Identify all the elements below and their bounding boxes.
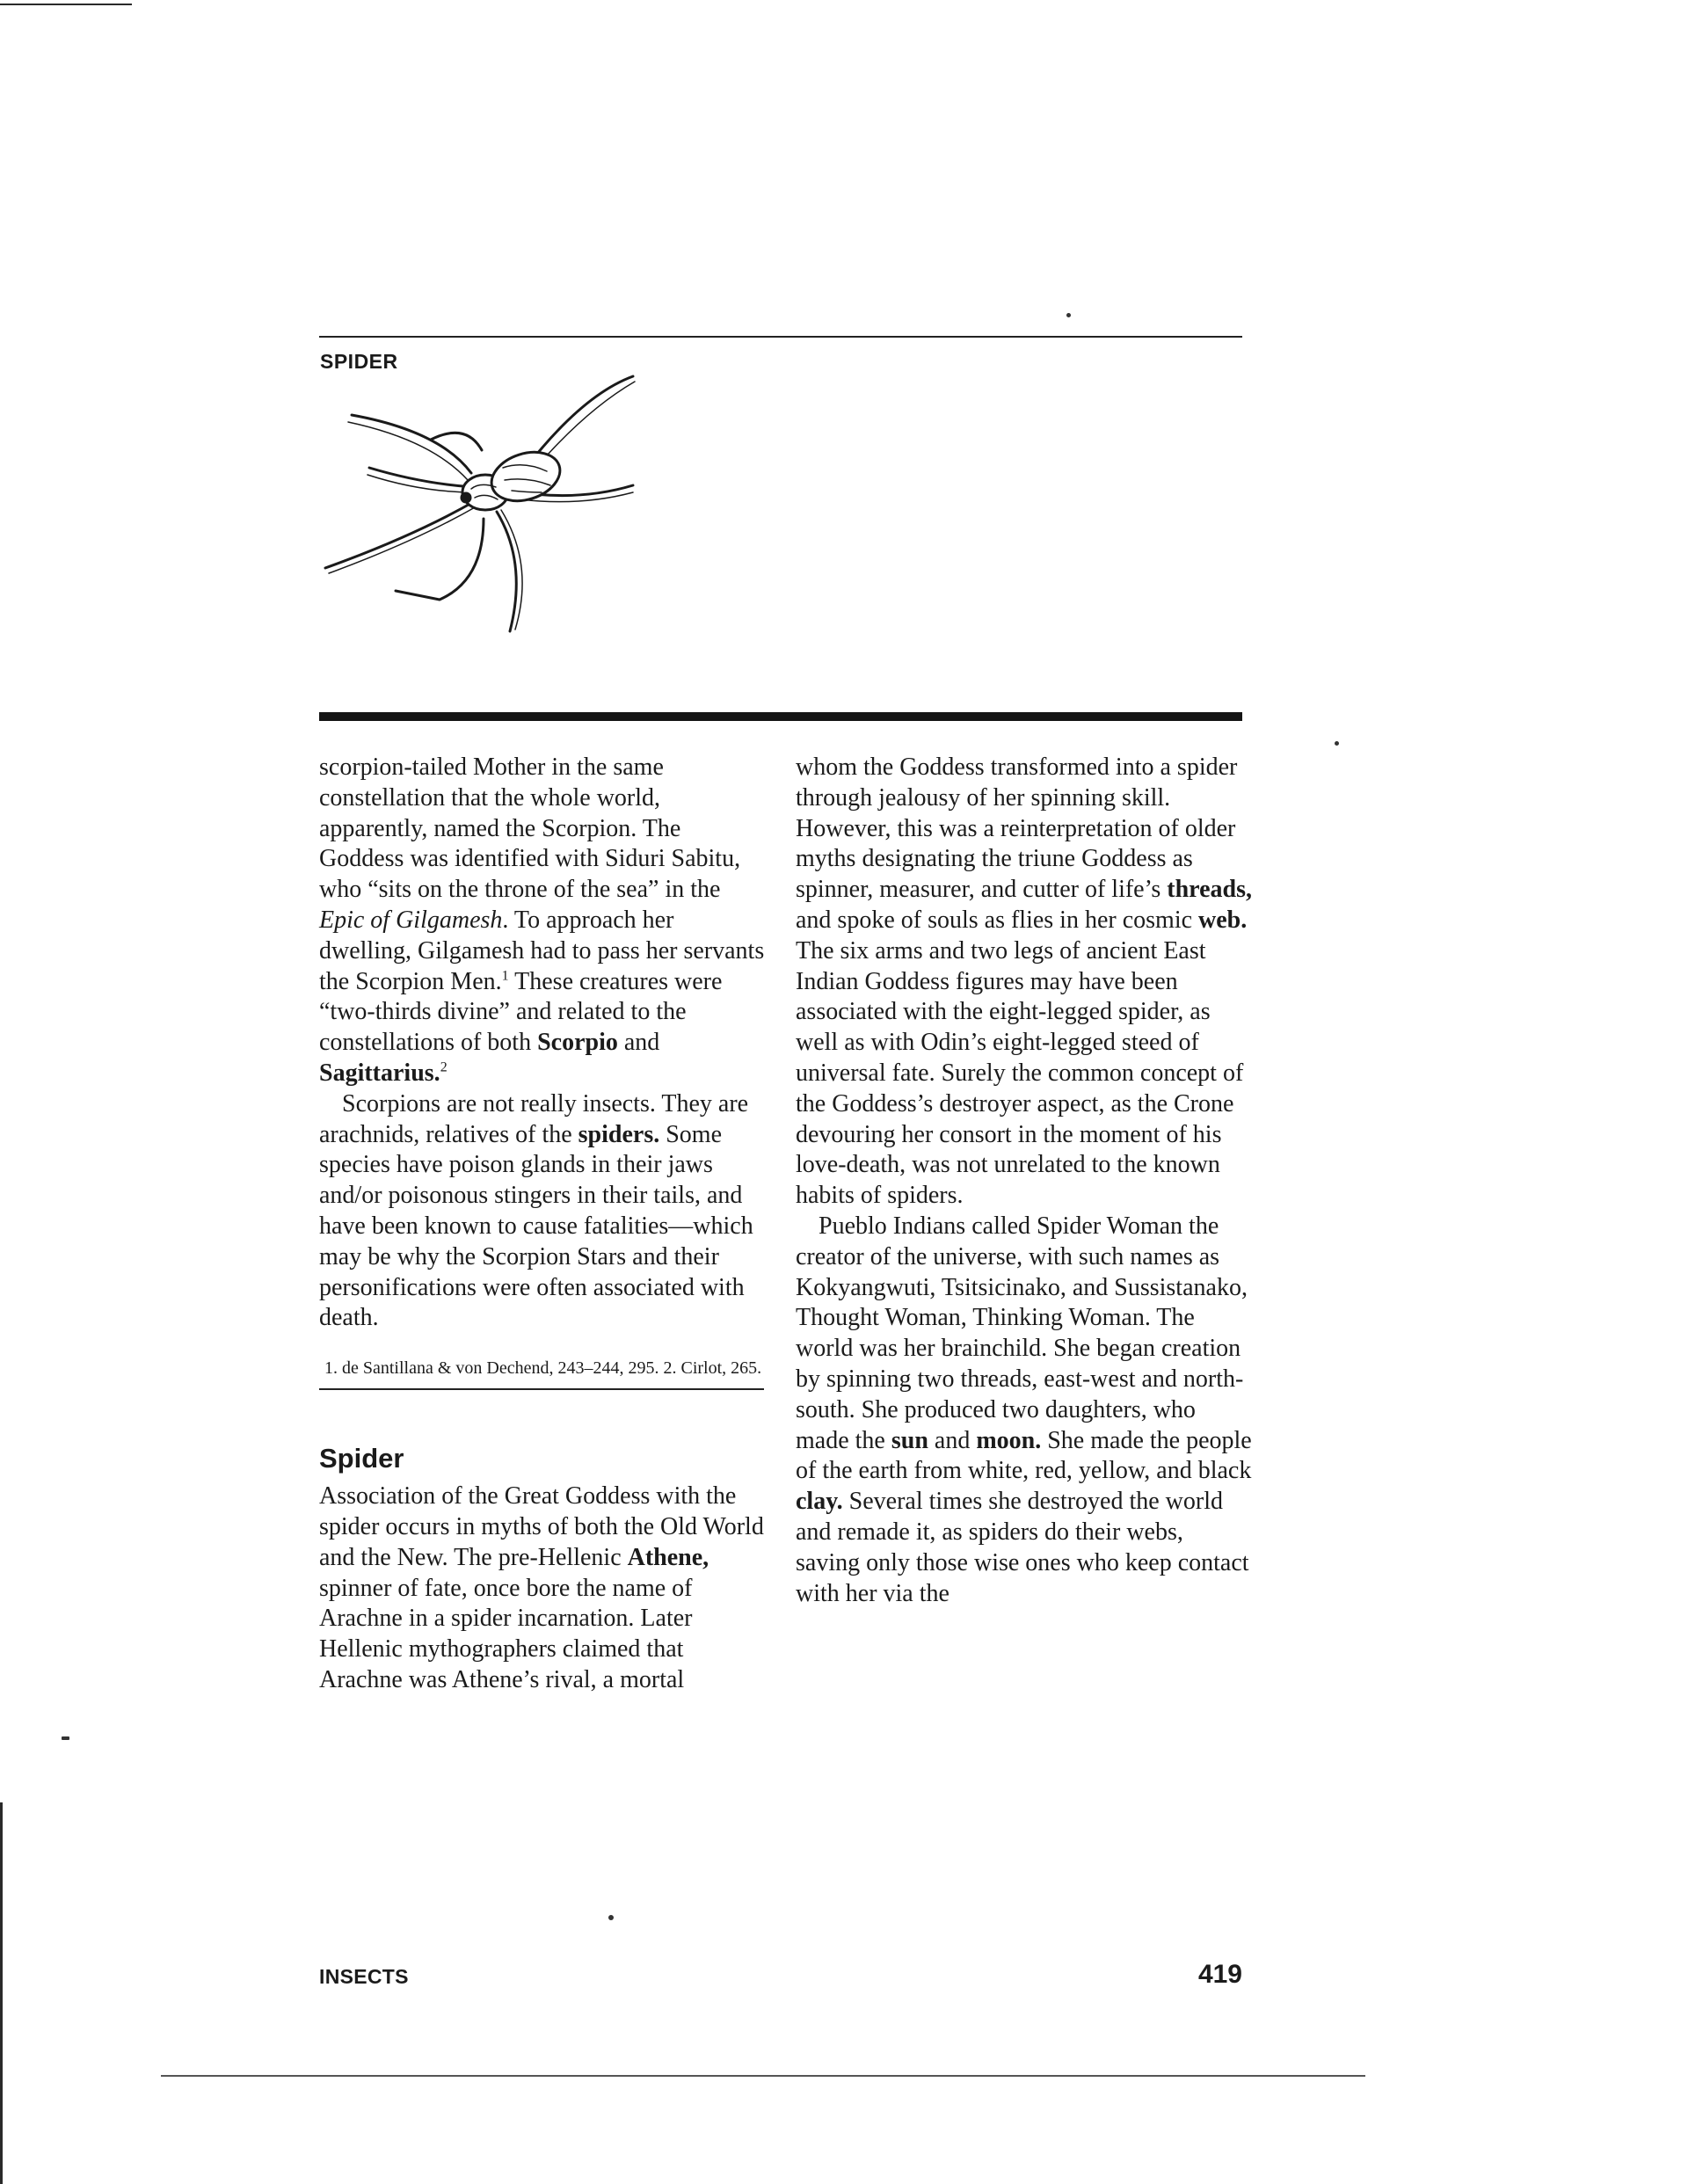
cross-reference: Scorpio xyxy=(537,1029,618,1057)
page-number: 419 xyxy=(1197,1960,1242,1989)
text-run: and spoke of souls as flies in her cosmic xyxy=(796,906,1199,934)
cross-reference: threads, xyxy=(1167,876,1252,904)
paragraph xyxy=(319,753,768,1089)
cross-reference: clay. xyxy=(796,1488,843,1516)
paragraph xyxy=(796,753,1253,1212)
footnote-rule xyxy=(319,1388,764,1390)
scan-bottom-rule xyxy=(161,2075,1365,2077)
running-footer: INSECTS xyxy=(319,1965,409,1988)
spider-illustration-icon xyxy=(316,369,695,651)
cross-reference: spiders. xyxy=(578,1120,660,1148)
cross-reference: moon. xyxy=(976,1426,1042,1454)
text-run: Some species have poison glands in their jaws and/or poisonous stingers in their tails, and have been known to cause fatalities—which may be why the Scorpion Stars and their personifications were often associated with death. xyxy=(319,1120,753,1332)
right-column xyxy=(796,753,1253,1609)
book-title: Epic of Gilgamesh xyxy=(319,906,503,934)
scan-speck xyxy=(62,1736,69,1740)
text-run: spinner of fate, once bore the name of Arachne in a spider incarnation. Later Hellenic mythographers claimed that Arachne was Athene’s rival, a mortal xyxy=(319,1574,693,1693)
scan-edge-line-left xyxy=(0,1802,3,2184)
header-rule xyxy=(319,336,1242,338)
text-run: and xyxy=(928,1426,977,1454)
cross-reference: Athene, xyxy=(627,1543,709,1571)
text-run: The six arms and two legs of ancient East Indian Goddess figures may have been associated with the eight-legged spider, as well as with Odin’s eight-legged steed of universal fate. Surely the common concept of the Goddess’s destroyer aspect, as the Crone devouring her consort in the moment of his love-death, was not unrelated to the known habits of spiders. xyxy=(796,936,1244,1210)
footnote-marker: 1 xyxy=(501,968,509,984)
text-run: whom the Goddess transformed into a spider through jealousy of her spinning skill. However, this was a reinterpretation of older myths designating the triune Goddess as spinner, measurer, and cutter of life’s xyxy=(796,753,1238,904)
scan-speck xyxy=(608,1915,614,1920)
left-column xyxy=(319,753,768,1696)
text-run: Association of the Great Goddess with the spider occurs in myths of both the Old World and the New. The pre-Hellenic xyxy=(319,1482,764,1571)
scan-edge-line-top xyxy=(0,4,132,5)
paragraph xyxy=(319,1089,768,1334)
cross-reference: sun xyxy=(891,1426,928,1454)
section-divider-rule xyxy=(319,712,1242,721)
cross-reference: web. xyxy=(1198,906,1248,934)
text-run: and xyxy=(617,1029,660,1057)
text-run: Several times she destroyed the world and remade it, as spiders do their webs, saving only those wise ones who keep contact with her via the xyxy=(796,1488,1249,1607)
footnote-marker: 2 xyxy=(440,1059,447,1075)
text-run: Pueblo Indians called Spider Woman the creator of the universe, with such names as Kokyangwuti, Tsitsicinako, and Sussistanako, Thought Woman, Thinking Woman. The world was her brainchild. She began creation by spinning two threads, east-west and north-south. She produced two daughters, who made the xyxy=(796,1212,1248,1454)
cross-reference: Sagittarius. xyxy=(319,1059,440,1087)
section-title: Spider xyxy=(319,1443,404,1474)
paragraph xyxy=(319,1481,768,1696)
footnotes: 1. de Santillana & von Dechend, 243–244, 295. 2. Cirlot, 265. xyxy=(324,1358,762,1379)
text-run: She made the people of the earth from white, red, yellow, and black xyxy=(796,1426,1252,1485)
paragraph xyxy=(796,1212,1253,1609)
text-run: These creatures were “two-thirds divine” and related to the constellations of both xyxy=(319,967,723,1057)
scan-speck xyxy=(1066,313,1071,317)
scan-speck xyxy=(1335,741,1339,746)
text-run: scorpion-tailed Mother in the same constellation that the whole world, apparently, named the Scorpion. The Goddess was identified with Siduri Sabitu, who “sits on the throne of the sea” in the xyxy=(319,753,741,904)
running-header: SPIDER xyxy=(320,350,398,373)
text-run: . To approach her dwelling, Gilgamesh had to pass her servants the Scorpion Men. xyxy=(319,906,765,995)
text-run: Scorpions are not really insects. They are arachnids, relatives of the xyxy=(319,1089,749,1148)
